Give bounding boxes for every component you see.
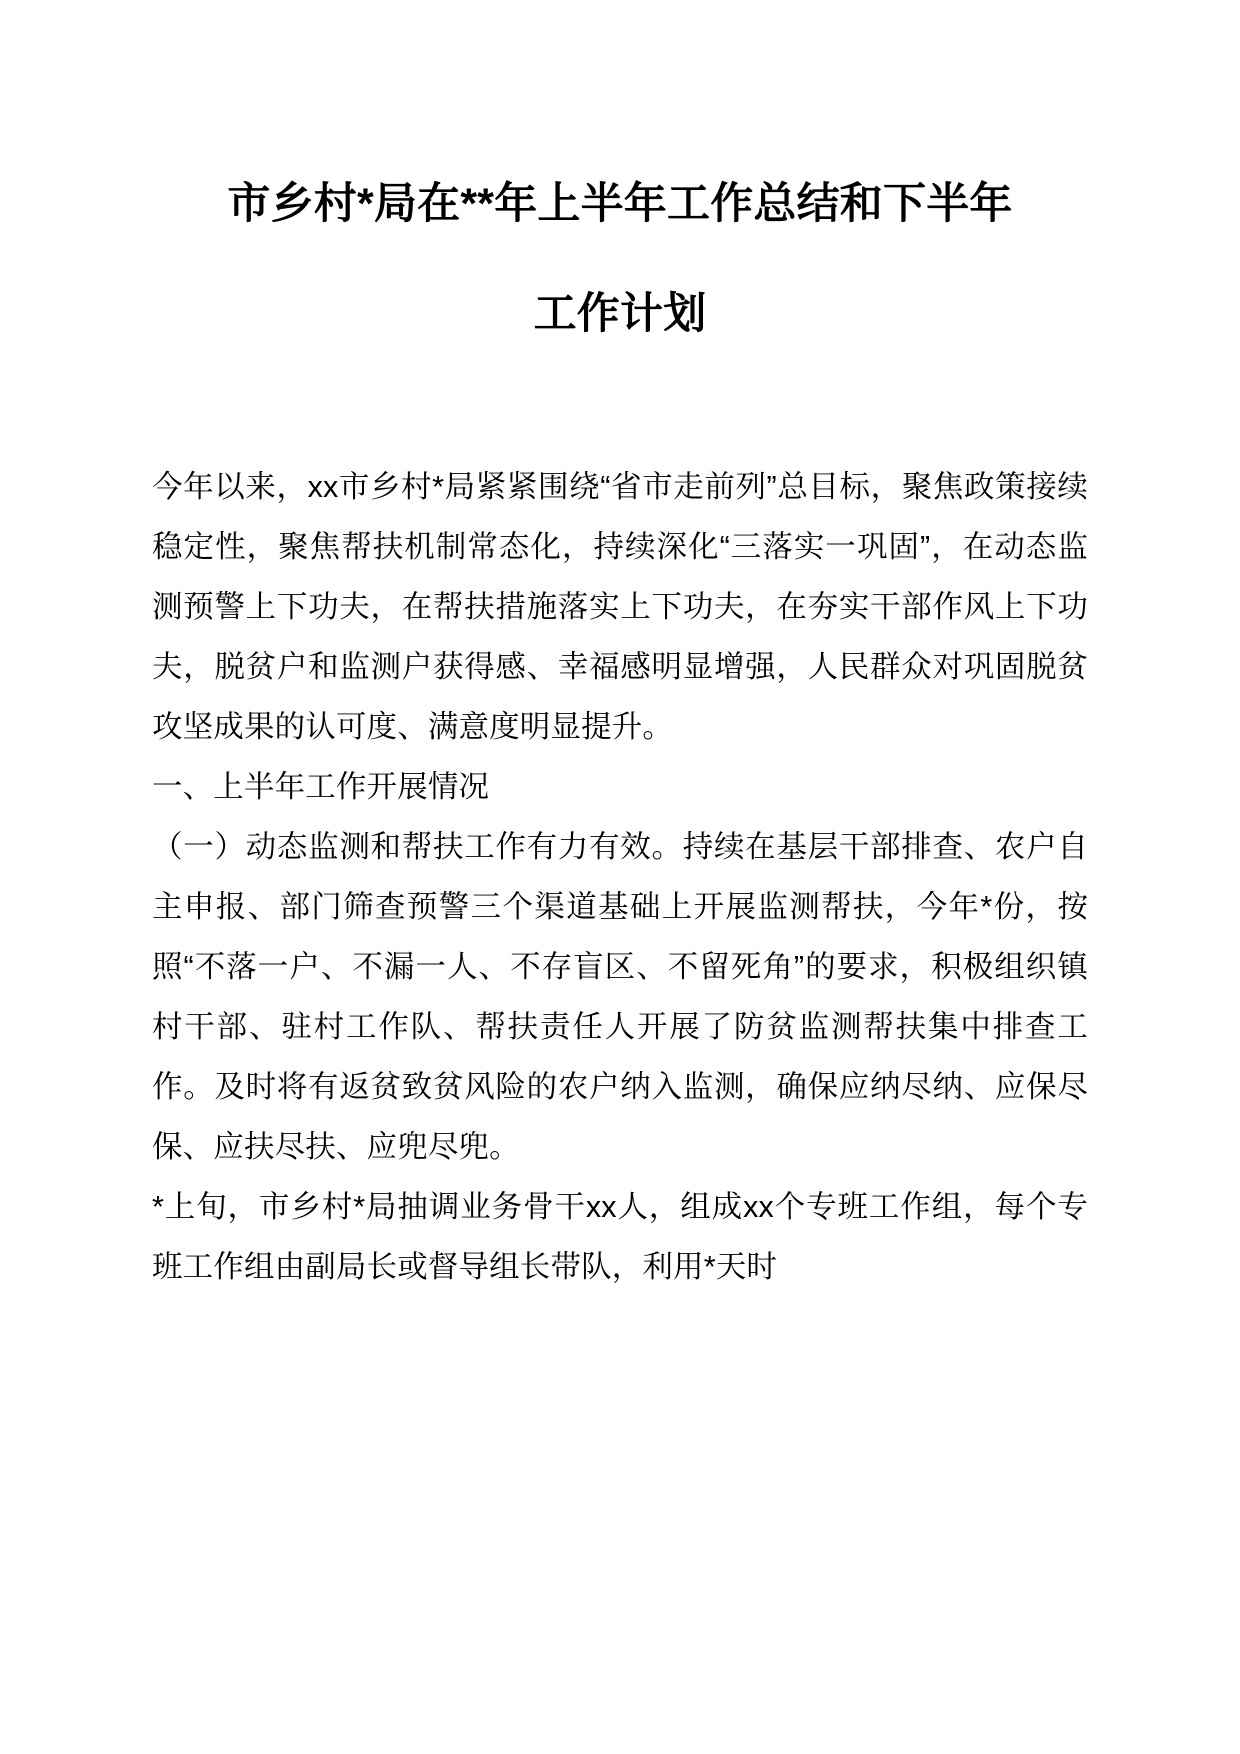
- section-heading-one: 一、上半年工作开展情况: [152, 770, 490, 805]
- paragraph-intro: 今年以来，xx市乡村*局紧紧围绕“省市走前列”总目标，聚焦政策接续稳定性，聚焦帮扶机制常态化，持续深化“三落实一巩固”，在动态监测预警上下功夫，在帮扶措施落实上下功夫，在夯实干部作风上下功夫，脱贫户和监测户获得感、幸福感明显增强，人民群众对巩固脱贫攻坚成果的认可度、满意度明显提升。: [152, 470, 1088, 745]
- document-body: [152, 457, 1088, 1297]
- title-body-spacer: [152, 369, 1088, 457]
- page-title: [152, 150, 1088, 369]
- title-line-2: 工作计划: [533, 289, 707, 338]
- title-line-1: 市乡村*局在**年上半年工作总结和下半年: [227, 180, 1013, 228]
- subsection-one-one: （一）动态监测和帮扶工作有力有效。持续在基层干部排查、农户自主申报、部门筛查预警三个渠道基础上开展监测帮扶，今年*份，按照“不落一户、不漏一人、不存盲区、不留死角”的要求，积极组织镇村干部、驻村工作队、帮扶责任人开展了防贫监测帮扶集中排查工作。及时将有返贫致贫风险的农户纳入监测，确保应纳尽纳、应保尽保、应扶尽扶、应兜尽兜。: [152, 830, 1088, 1165]
- subsection-one-one-detail: *上旬，市乡村*局抽调业务骨干xx人，组成xx个专班工作组，每个专班工作组由副局长或督导组长带队，利用*天时: [152, 1190, 1088, 1285]
